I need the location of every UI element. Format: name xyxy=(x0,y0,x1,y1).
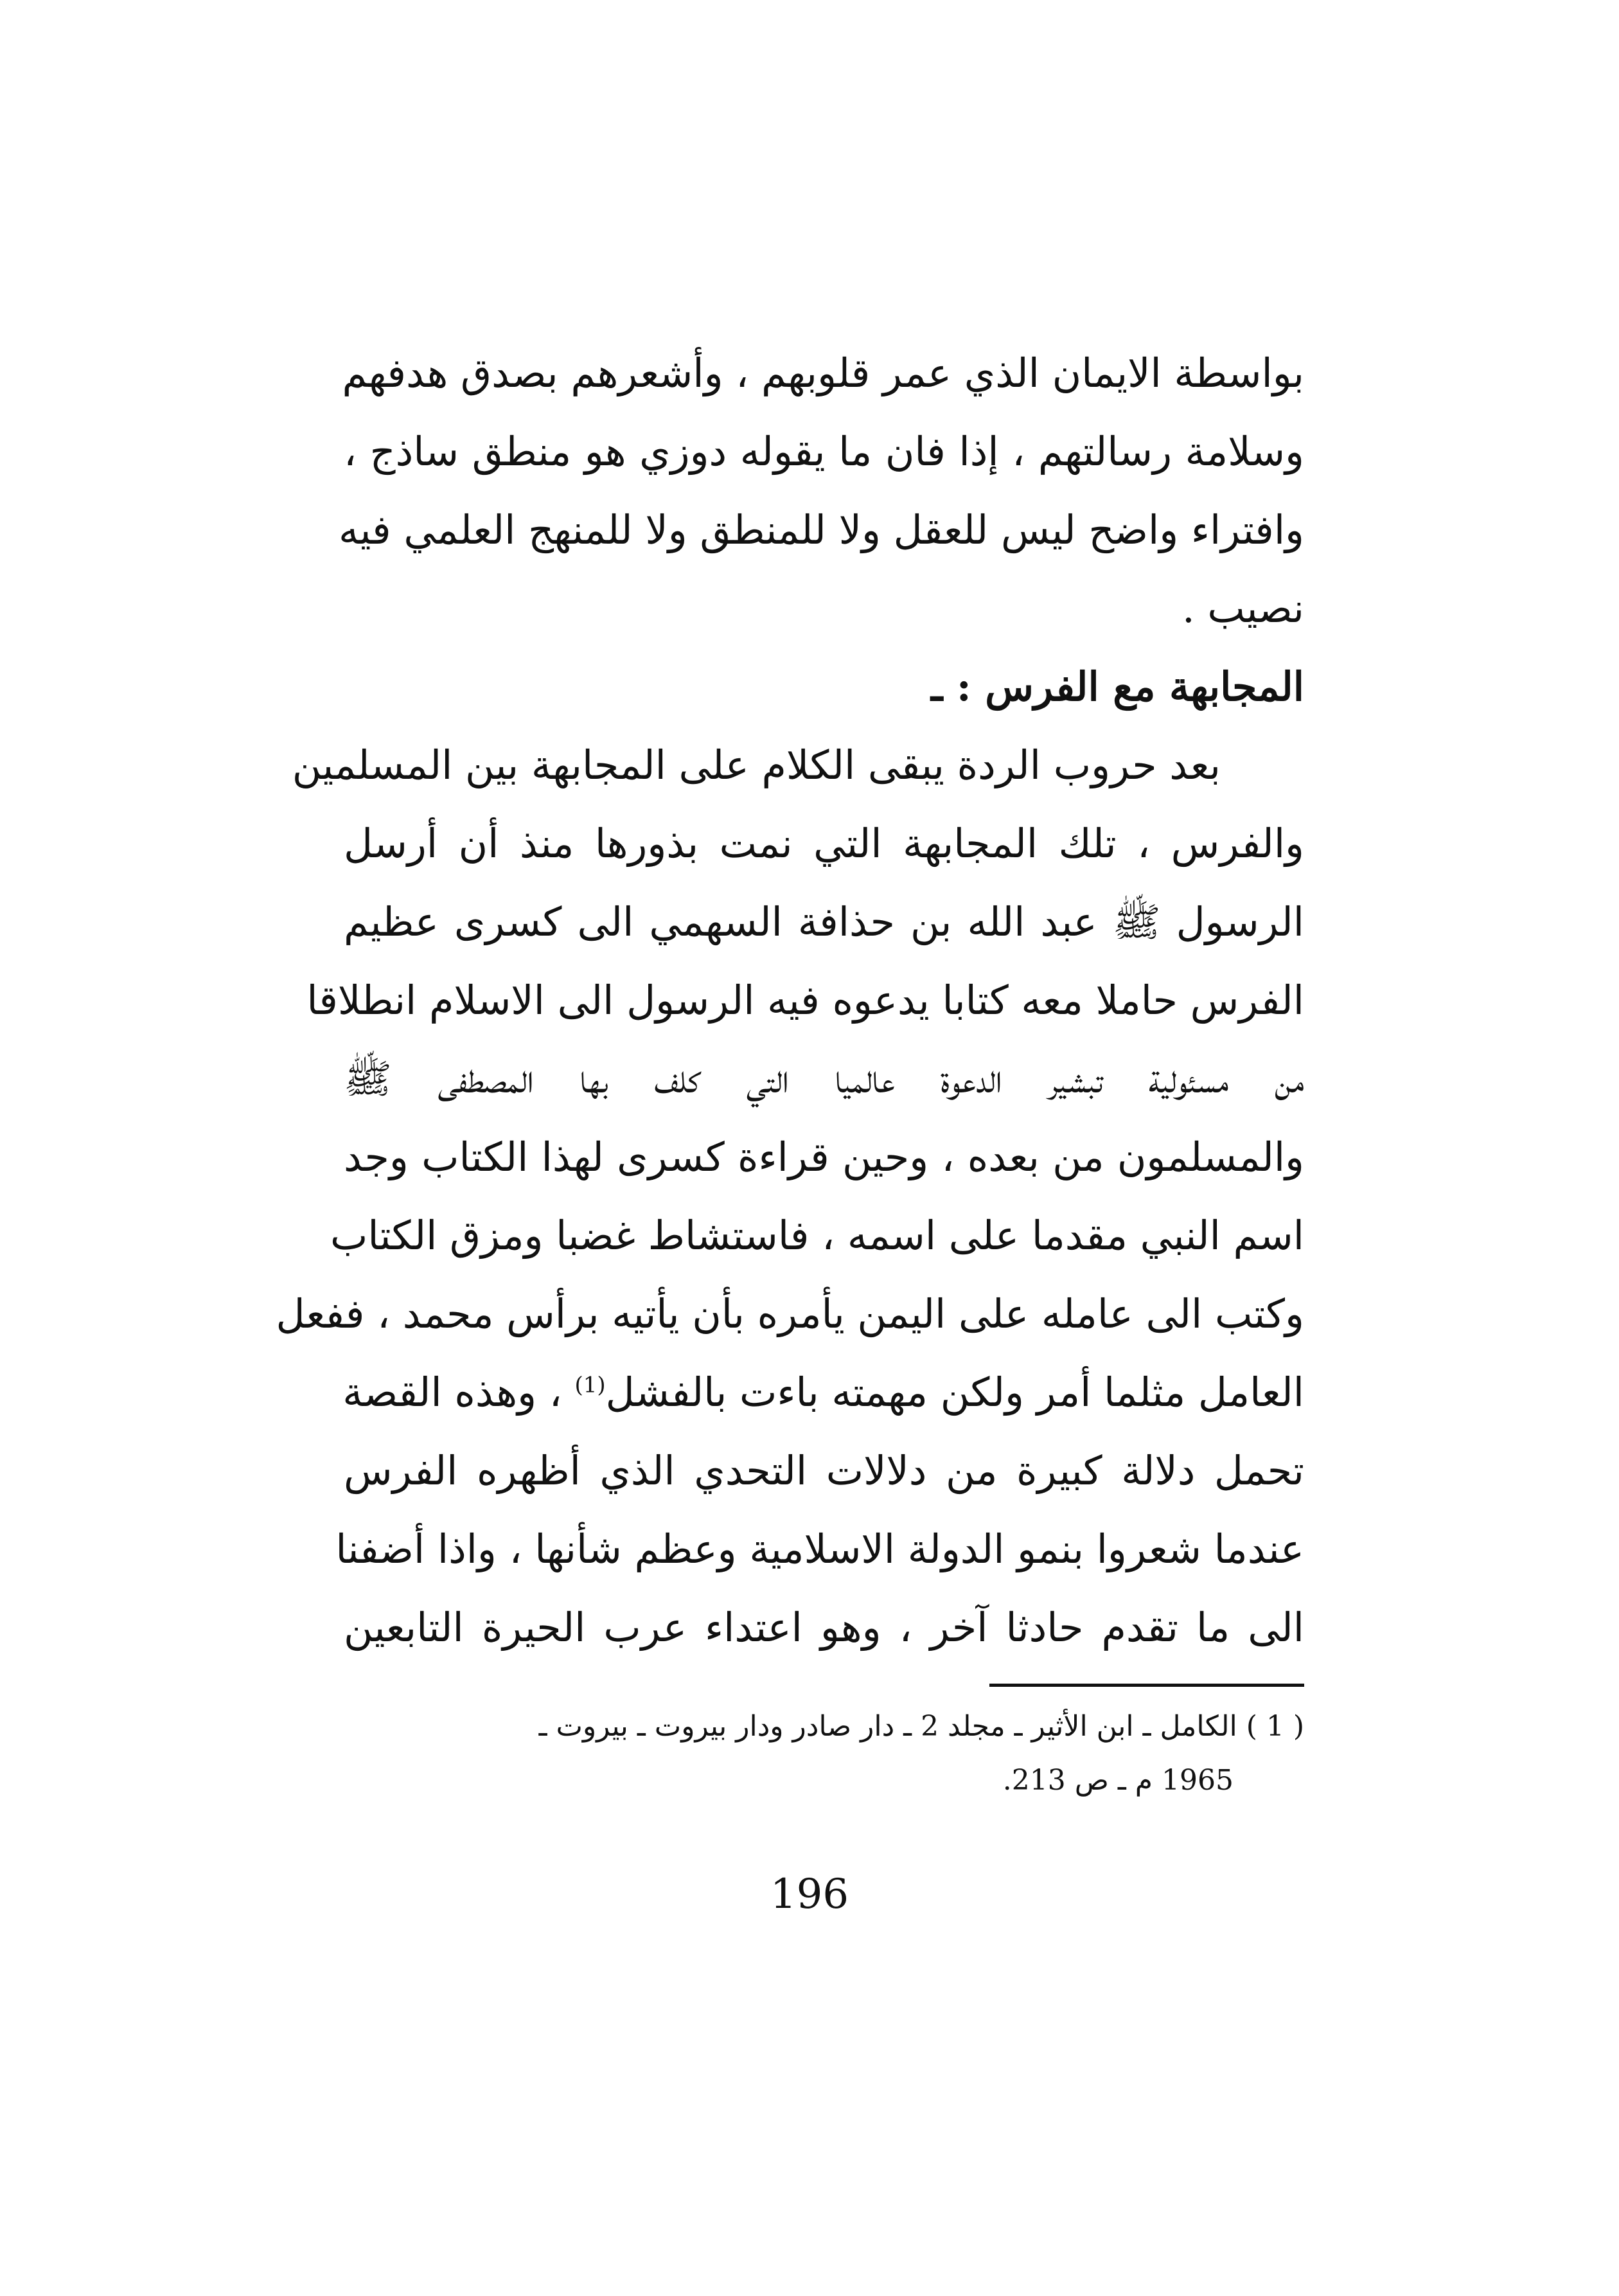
text-line: وكتب الى عامله على اليمن يأمره بأن يأتيه برأس محمد ، ففعل xyxy=(276,1290,1304,1337)
footnote xyxy=(344,1700,1304,1808)
text-line: وافتراء واضح ليس للعقل ولا للمنطق ولا للمنهج العلمي فيه xyxy=(339,506,1304,553)
text-line: عندما شعروا بنمو الدولة الاسلامية وعظم شأنها ، واذا أضفنا xyxy=(335,1526,1304,1572)
text-line: الرسول ﷺ عبد الله بن حذافة السهمي الى كسرى عظيم xyxy=(344,898,1304,945)
text-line: الفرس حاملا معه كتابا يدعوه فيه الرسول الى الاسلام انطلاقا xyxy=(306,977,1304,1024)
paragraph-continuation xyxy=(276,334,1304,1667)
text-line: وسلامة رسالتهم ، إذا فان ما يقوله دوزي هو منطق ساذج ، xyxy=(344,428,1304,475)
text-line-with-footnote xyxy=(344,1353,1304,1432)
text-line: اسم النبي مقدما على اسمه ، فاستشاط غضبا ومزق الكتاب xyxy=(330,1212,1304,1259)
footnote-reference: (1) xyxy=(574,1372,606,1398)
page-number: 196 xyxy=(770,1871,849,1918)
text-line: نصيب . xyxy=(1181,585,1304,632)
text-line: الى ما تقدم حادثا آخر ، وهو اعتداء عرب الحيرة التابعين xyxy=(344,1604,1304,1651)
text-line: تحمل دلالة كبيرة من دلالات التحدي الذي أظهره الفرس xyxy=(344,1447,1304,1494)
text-segment: ، وهذه القصة xyxy=(342,1369,575,1416)
text-line: من مسئولية تبشير الدعوة عالميا التي كلف بها المصطفى ﷺ xyxy=(344,1055,1304,1102)
footnote-divider xyxy=(989,1684,1304,1687)
text-segment: العامل مثلما أمر ولكن مهمته باءت بالفشل xyxy=(605,1369,1304,1416)
text-line: والمسلمون من بعده ، وحين قراءة كسرى لهذا الكتاب وجد xyxy=(344,1134,1304,1180)
text-line: والفرس ، تلك المجابهة التي نمت بذورها منذ أن أرسل xyxy=(344,820,1304,867)
footnote-line: 1965 م ـ ص 213. xyxy=(1002,1764,1234,1797)
text-line: بواسطة الايمان الذي عمر قلوبهم ، وأشعرهم بصدق هدفهم xyxy=(342,350,1304,396)
section-heading: المجابهة مع الفرس : ـ xyxy=(931,663,1304,710)
footnote-line: ( 1 ) الكامل ـ ابن الأثير ـ مجلد 2 ـ دار صادر ودار بيروت ـ بيروت ـ xyxy=(538,1710,1304,1743)
text-line: بعد حروب الردة يبقى الكلام على المجابهة بين المسلمين xyxy=(292,742,1221,788)
